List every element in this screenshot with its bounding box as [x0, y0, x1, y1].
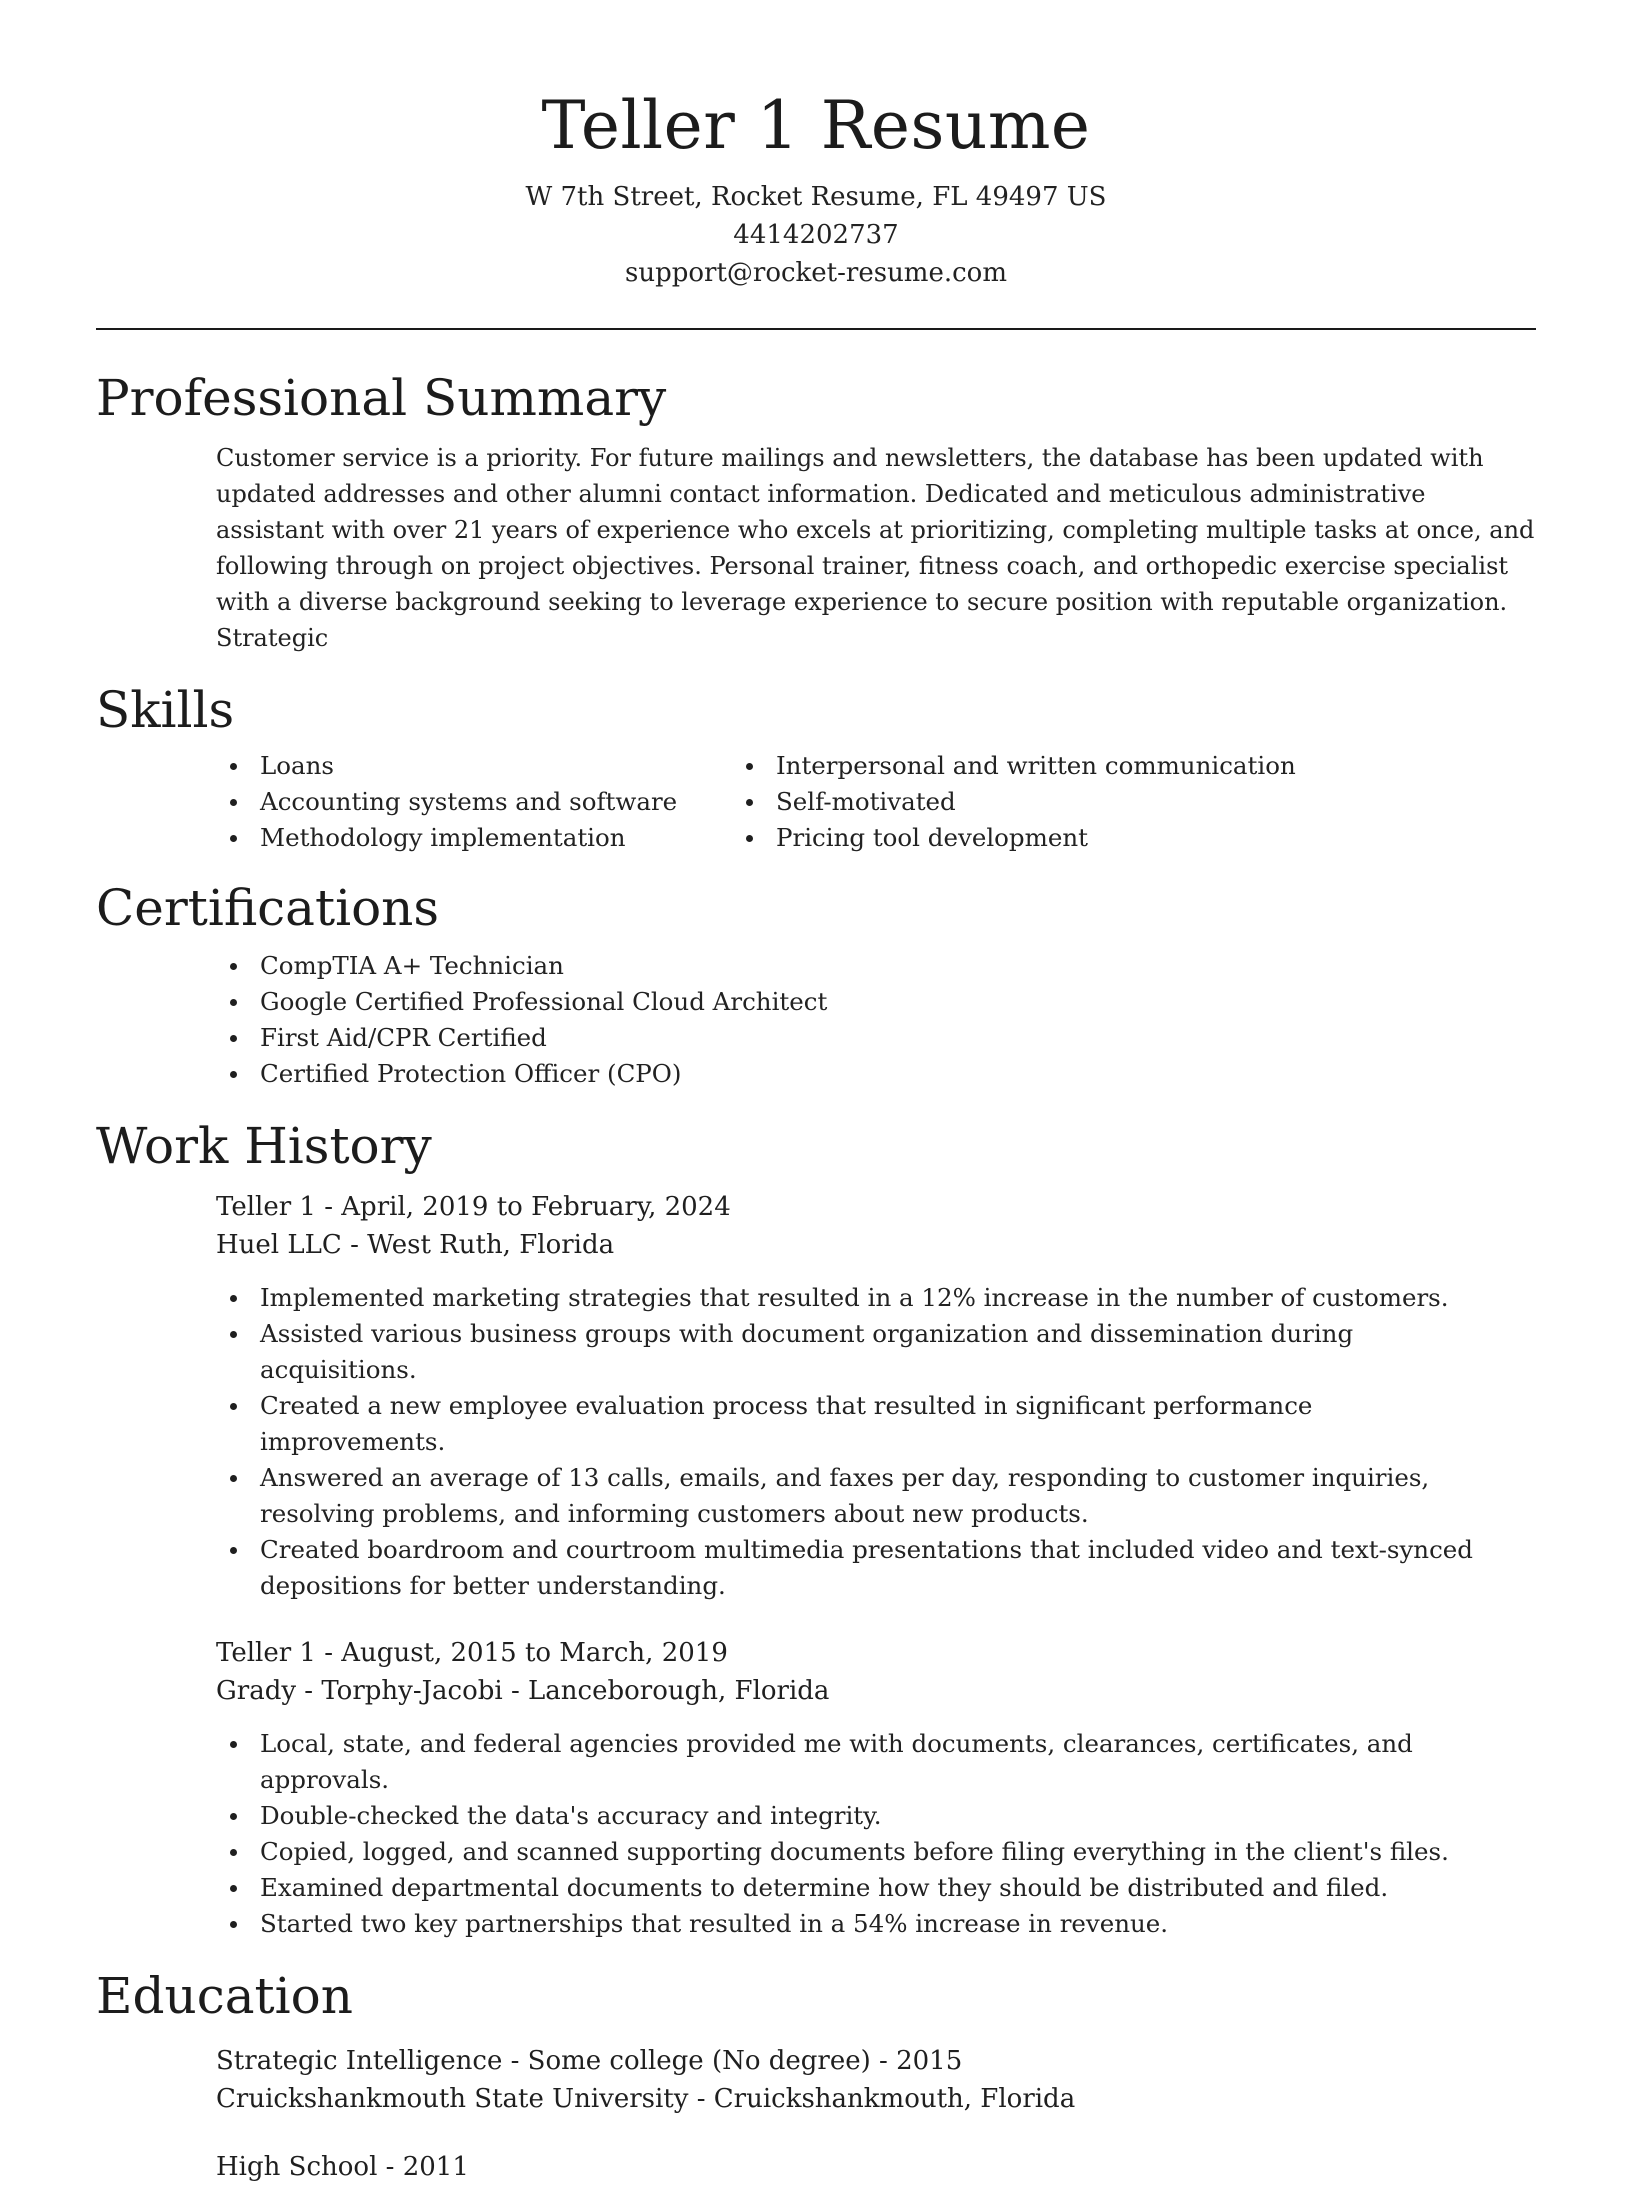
- job-entry-1: [96, 1188, 1536, 1264]
- work-history-heading: Work History: [96, 1117, 432, 1175]
- summary-heading: Professional Summary: [96, 369, 667, 427]
- job-bullet: Assisted various business groups with document organization and dissemination during acquisitions.: [260, 1316, 1496, 1388]
- job-bullet: Created a new employee evaluation process that resulted in significant performance improvements.: [260, 1388, 1496, 1460]
- education-heading: Education: [96, 1967, 353, 2025]
- resume-name: Teller 1 Resume: [541, 87, 1091, 164]
- certifications-list: [96, 948, 1536, 1092]
- certification-item: Certified Protection Officer (CPO): [260, 1056, 1536, 1092]
- certifications-heading: Certifications: [96, 879, 440, 937]
- education-degree: High School - 2011: [216, 2152, 469, 2182]
- job-1-bullets: [96, 1280, 1536, 1604]
- header-divider: [96, 328, 1536, 330]
- certification-item: First Aid/CPR Certified: [260, 1020, 1536, 1056]
- job-bullet: Created boardroom and courtroom multimedia presentations that included video and text-synced depositions for better understanding.: [260, 1532, 1496, 1604]
- summary-section: [96, 440, 1536, 656]
- job-bullet: Double-checked the data's accuracy and integrity.: [260, 1798, 1516, 1834]
- contact-email: support@rocket-resume.com: [624, 258, 1007, 288]
- job-bullet: Started two key partnerships that resulted in a 54% increase in revenue.: [260, 1906, 1516, 1942]
- job-title: Teller 1 - April, 2019 to February, 2024: [216, 1192, 731, 1222]
- skill-item: Accounting systems and software: [260, 784, 746, 820]
- skill-item: Interpersonal and written communication: [776, 748, 1396, 784]
- certification-item: CompTIA A+ Technician: [260, 948, 1536, 984]
- job-title: Teller 1 - August, 2015 to March, 2019: [216, 1638, 728, 1668]
- job-bullet: Implemented marketing strategies that resulted in a 12% increase in the number of customers.: [260, 1280, 1496, 1316]
- contact-address: W 7th Street, Rocket Resume, FL 49497 US: [525, 182, 1107, 212]
- job-bullet: Answered an average of 13 calls, emails, and faxes per day, responding to customer inquiries, resolving problems, and informing customers about new products.: [260, 1460, 1496, 1532]
- education-entry-1: [96, 2042, 1536, 2118]
- job-company: Huel LLC - West Ruth, Florida: [216, 1230, 615, 1260]
- summary-text: Customer service is a priority. For future mailings and newsletters, the database has been updated with updated addresses and other alumni contact information. Dedicated and meticulous administrative assistant with over 21 years of experience who excels at prioritizing, completing multiple tasks at once, and following through on project objectives. Personal trainer, fitness coach, and orthopedic exercise specialist with a diverse background seeking to leverage experience to secure position with reputable organization. Strategic: [216, 444, 1535, 652]
- contact-block: [96, 178, 1536, 292]
- resume-header: [96, 0, 1536, 292]
- education-school: Cruickshankmouth State University - Cruickshankmouth, Florida: [216, 2084, 1076, 2114]
- job-entry-2: [96, 1634, 1536, 1710]
- contact-phone: 4414202737: [733, 220, 899, 250]
- skills-column-1: [96, 748, 746, 856]
- certification-item: Google Certified Professional Cloud Architect: [260, 984, 1536, 1020]
- skill-item: Loans: [260, 748, 746, 784]
- skills-heading: Skills: [96, 681, 235, 739]
- job-bullet: Local, state, and federal agencies provided me with documents, clearances, certificates, and approvals.: [260, 1726, 1516, 1798]
- resume-page: [96, 0, 1536, 2182]
- skill-item: Pricing tool development: [776, 820, 1396, 856]
- education-degree: Strategic Intelligence - Some college (No degree) - 2015: [216, 2046, 963, 2076]
- skills-list: [96, 748, 1536, 856]
- skill-item: Self-motivated: [776, 784, 1396, 820]
- job-bullet: Copied, logged, and scanned supporting documents before filing everything in the client's files.: [260, 1834, 1516, 1870]
- skill-item: Methodology implementation: [260, 820, 746, 856]
- skills-column-2: [746, 748, 1396, 856]
- job-2-bullets: [96, 1726, 1536, 1942]
- job-bullet: Examined departmental documents to determine how they should be distributed and filed.: [260, 1870, 1516, 1906]
- job-company: Grady - Torphy-Jacobi - Lanceborough, Florida: [216, 1676, 830, 1706]
- education-entry-2: [96, 2148, 1536, 2186]
